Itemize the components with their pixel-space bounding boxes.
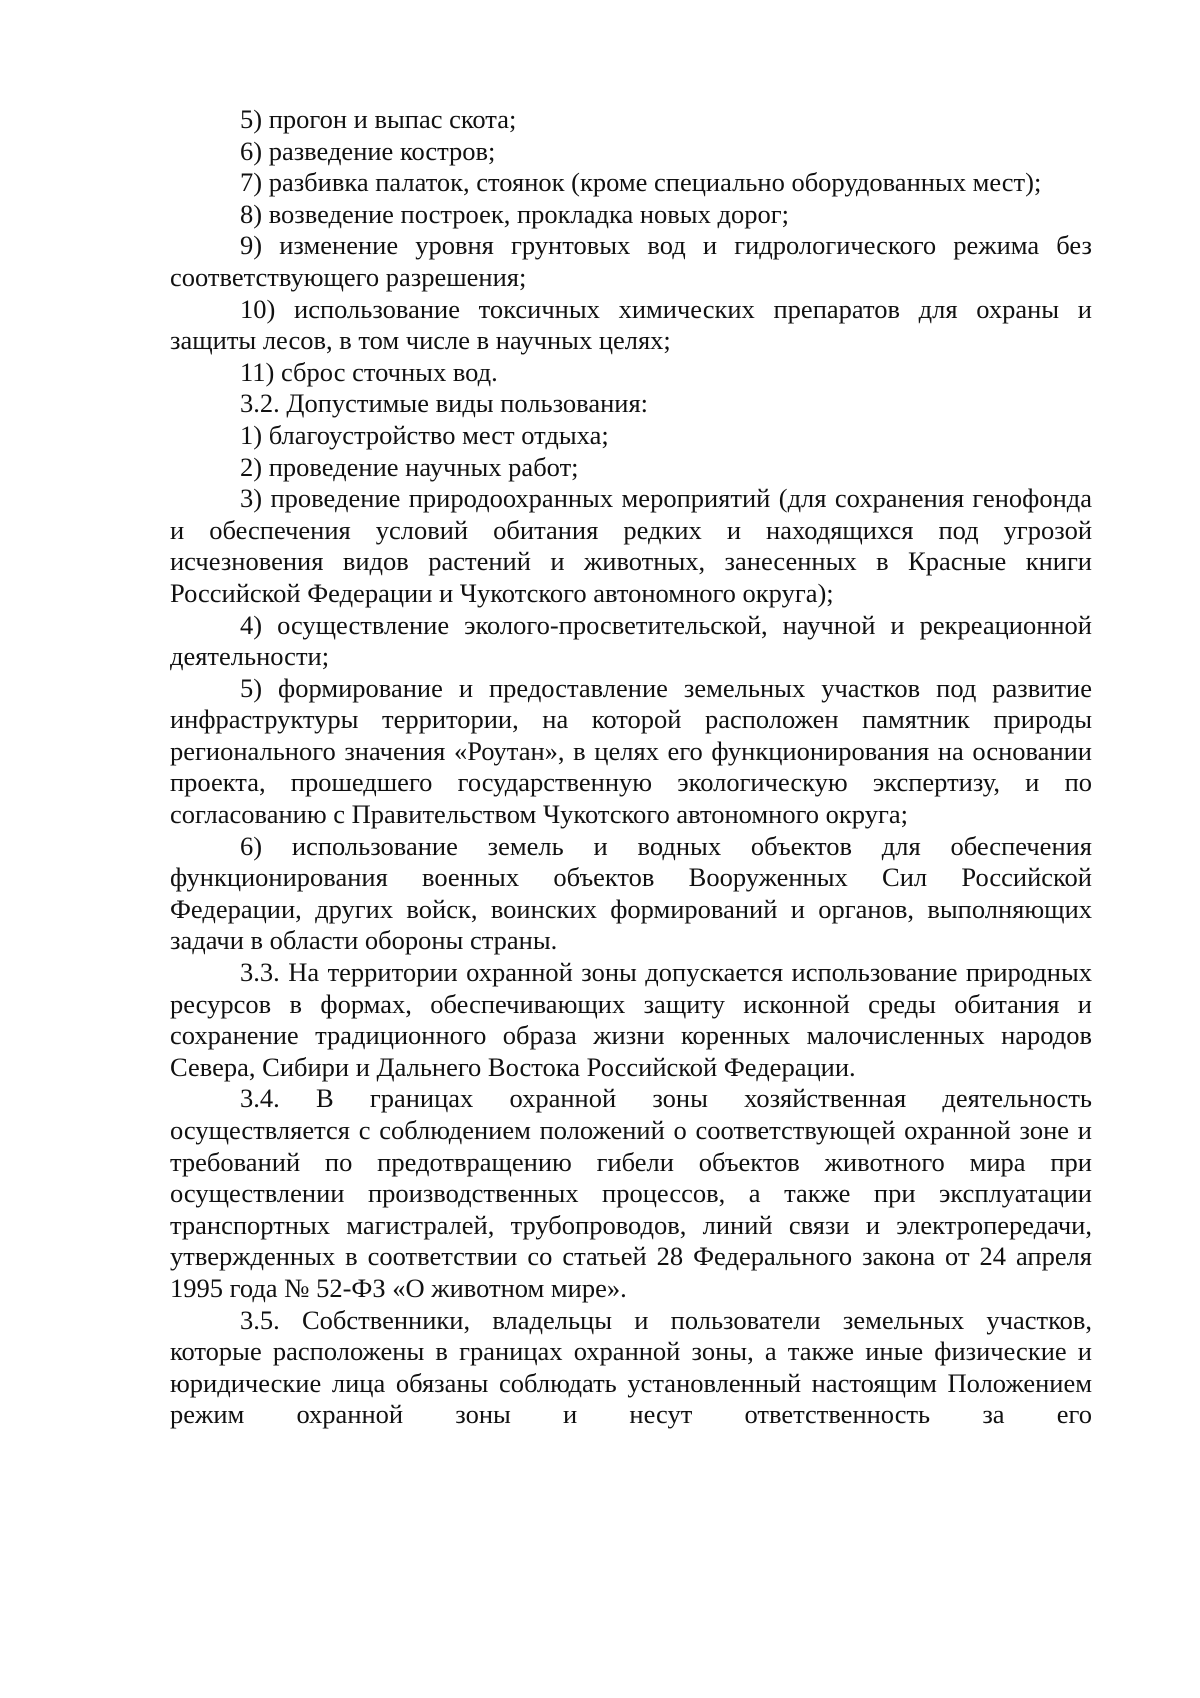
paragraph-item-8-buildings: 8) возведение построек, прокладка новых дорог; <box>240 198 789 229</box>
paragraph-allowed-3: 3) проведение природоохранных мероприятий (для сохранения генофонда и обеспечения условий обитания редких и находящихся под угрозой исчезновения видов растений и животных, занесенных в Красные книги Российской Федерации и Чукотского автономного округа); <box>170 483 1092 608</box>
paragraph-allowed-4: 4) осуществление эколого-просветительской, научной и рекреационной деятельности; <box>170 609 1092 672</box>
paragraph-allowed-1: 1) благоустройство мест отдыха; <box>240 419 609 450</box>
paragraph-allowed-2: 2) проведение научных работ; <box>240 451 579 482</box>
section-heading-3-2: 3.2. Допустимые виды пользования: <box>240 388 649 419</box>
paragraph-allowed-6: 6) использование земель и водных объектов для обеспечения функционирования военных объектов Вооруженных Сил Российской Федерации, других войск, воинских формирований и органов, выполняющих задачи в области обороны страны. <box>170 830 1092 956</box>
paragraph-item-7-tents: 7) разбивка палаток, стоянок (кроме специально оборудованных мест); <box>240 167 1042 198</box>
document-body <box>170 104 1092 1431</box>
paragraph-item-10-chemicals: 10) использование токсичных химических препаратов для охраны и защиты лесов, в том числе в научных целях; <box>170 293 1092 356</box>
paragraph-item-5-cattle: 5) прогон и выпас скота; <box>240 104 517 134</box>
paragraph-item-6-fires: 6) разведение костров; <box>240 135 496 166</box>
paragraph-section-3-4: 3.4. В границах охранной зоны хозяйственная деятельность осуществляется с соблюдением положений о соответствующей охранной зоне и требований по предотвращению гибели объектов животного мира при осуществлении производственных процессов, а также при эксплуатации транспортных магистралей, трубопроводов, линий связи и электропередачи, утвержденных в соответствии со статьей 28 Федерального закона от 24 апреля 1995 года № 52-ФЗ «О животном мире». <box>170 1083 1092 1303</box>
paragraph-section-3-5: 3.5. Собственники, владельцы и пользователи земельных участков, которые расположены в границах охранной зоны, а также иные физические и юридические лица обязаны соблюдать установленный настоящим Положением режим охранной зоны и несут ответственность за его <box>170 1304 1092 1430</box>
paragraph-allowed-5: 5) формирование и предоставление земельных участков под развитие инфраструктуры территории, на которой расположен памятник природы регионального значения «Роутан», в целях его функционирования на основании проекта, прошедшего государственную экологическую экспертизу, и по согласованию с Правительством Чукотского автономного округа; <box>170 672 1092 830</box>
paragraph-item-9-groundwater: 9) изменение уровня грунтовых вод и гидрологического режима без соответствующего разрешения; <box>170 230 1092 292</box>
paragraph-section-3-3: 3.3. На территории охранной зоны допускается использование природных ресурсов в формах, обеспечивающих защиту исконной среды обитания и сохранение традиционного образа жизни коренных малочисленных народов Севера, Сибири и Дальнего Востока Российской Федерации. <box>170 957 1092 1082</box>
paragraph-item-11-wastewater: 11) сброс сточных вод. <box>240 356 498 387</box>
